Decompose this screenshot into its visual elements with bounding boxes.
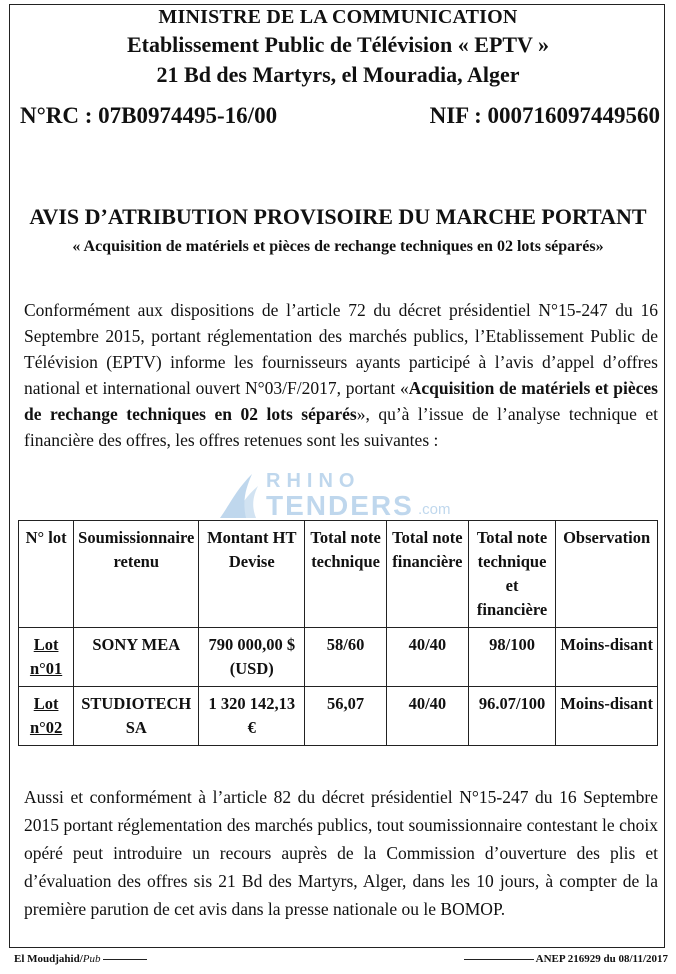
footer-rule — [464, 959, 534, 960]
table-header-row — [19, 521, 658, 628]
notice-title: AVIS D’ATRIBUTION PROVISOIRE DU MARCHE PORTANT — [29, 204, 647, 229]
anep-number: ANEP 216929 du 08/11/2017 — [535, 953, 668, 965]
pub-label: Pub — [82, 953, 101, 965]
newspaper-name: El Moudjahid/ — [14, 953, 83, 965]
observation-cell: Moins-disant — [556, 628, 658, 687]
publication-credit — [14, 953, 147, 965]
watermark-rhino: RHINO — [266, 470, 361, 492]
amount-cell: 790 000,00 $ (USD) — [199, 628, 305, 687]
notice-subtitle: « Acquisition de matériels et pièces de rechange techniques en 02 lots séparés» — [72, 238, 604, 255]
tech-score-cell: 56,07 — [305, 687, 387, 746]
intro-paragraph — [24, 297, 658, 453]
header-tech-score: Total note technique — [305, 521, 387, 628]
table-row — [19, 687, 658, 746]
observation-cell: Moins-disant — [556, 687, 658, 746]
header-observation: Observation — [556, 521, 658, 628]
table-row — [19, 628, 658, 687]
anep-reference — [464, 953, 668, 965]
header-bidder: Soumissionnaire retenu — [74, 521, 199, 628]
header-amount: Montant HT Devise — [199, 521, 305, 628]
footer-rule — [103, 959, 147, 960]
bidder-cell: STUDIOTECH SA — [74, 687, 199, 746]
amount-cell: 1 320 142,13 € — [199, 687, 305, 746]
address: 21 Bd des Martyrs, el Mouradia, Alger — [156, 62, 520, 87]
rc-number: N°RC : 07B0974495-16/00 — [20, 103, 278, 128]
total-score-cell: 98/100 — [468, 628, 556, 687]
intro-text-start: Conformément aux dispositions de l’article 72 du décret présidentiel N°15-247 du 16 Septembre 2015, portant réglementation des marchés publics, l’Etablissement Public de Télévision (EPTV) informe les fournisseurs ayants participé à l’avis d’appel d’offres national et international ouvert N°03/F/2017, portant « — [24, 300, 658, 398]
watermark-tenders: TENDERS — [266, 490, 414, 521]
header-lot: N° lot — [19, 521, 74, 628]
watermark — [212, 468, 472, 524]
intro-text-end: », qu’à l’issue de l’analyse technique et financière des offres, les offres retenues sont les suivantes : — [24, 404, 659, 450]
header-fin-score: Total note financière — [386, 521, 468, 628]
fin-score-cell: 40/40 — [386, 687, 468, 746]
intro-text-bold: Acquisition de matériels et pièces de rechange techniques en 02 lots séparés — [24, 378, 658, 424]
lot-cell: Lot n°01 — [19, 628, 74, 687]
nif-number: NIF : 000716097449560 — [429, 103, 660, 128]
lot-cell: Lot n°02 — [19, 687, 74, 746]
letterhead — [0, 4, 676, 90]
header-total-score: Total note technique et financière — [468, 521, 556, 628]
registration-row — [20, 103, 660, 129]
tech-score-cell: 58/60 — [305, 628, 387, 687]
establishment-name: Etablissement Public de Télévision « EPTV » — [126, 32, 550, 57]
results-table — [18, 520, 658, 746]
total-score-cell: 96.07/100 — [468, 687, 556, 746]
rhino-logo-icon — [212, 468, 266, 524]
watermark-com: .com — [418, 501, 451, 518]
appeal-paragraph: Aussi et conformément à l’article 82 du décret présidentiel N°15-247 du 16 Septembre 2015 portant réglementation des marchés publics, tout soumissionnaire contestant le choix opéré peut introduire un recours auprès de la Commission d’ouverture des plis et d’évaluation des offres sis 21 Bd des Martyrs, Alger, dans les 10 jours, à compter de la première parution de cet avis dans la presse nationale ou le BOMOP. — [24, 787, 658, 919]
bidder-cell: SONY MEA — [74, 628, 199, 687]
ministry-name: MINISTRE DE LA COMMUNICATION — [158, 6, 518, 28]
fin-score-cell: 40/40 — [386, 628, 468, 687]
